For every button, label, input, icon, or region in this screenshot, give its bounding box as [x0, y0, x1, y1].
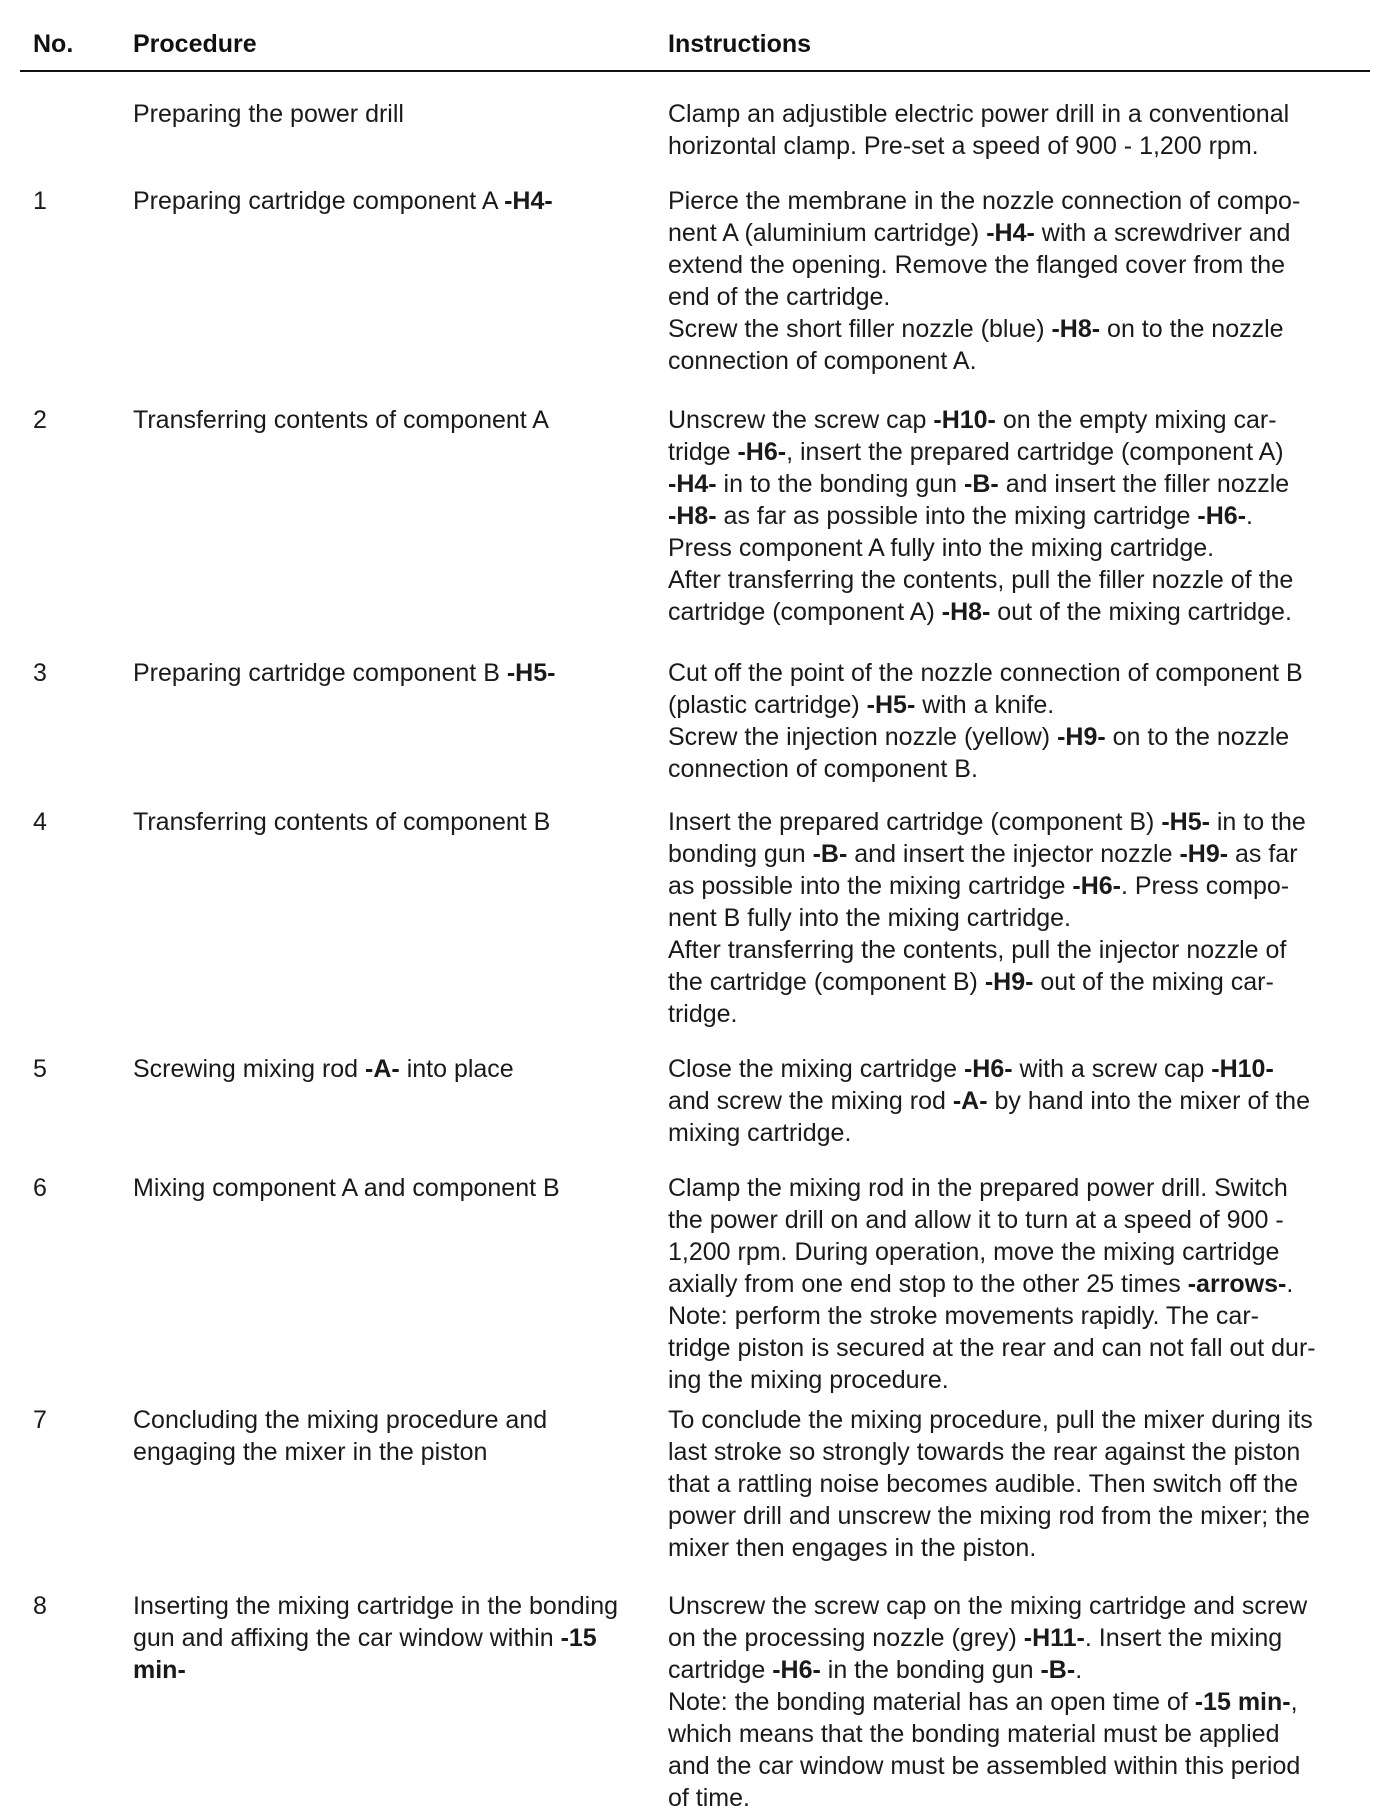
step-instructions	[668, 1590, 1358, 1814]
text-line: tridge.	[668, 1000, 738, 1028]
text-line: Clamp an adjustible electric power drill in a conventional	[668, 100, 1290, 128]
text-line: After transferring the contents, pull the injector nozzle of	[668, 936, 1287, 964]
text-line: Inserting the mixing cartridge in the bonding	[133, 1592, 619, 1620]
text-line: which means that the bonding material must be applied	[668, 1720, 1280, 1748]
step-instructions	[668, 185, 1358, 377]
text-line: bonding gun -B- and insert the injector nozzle -H9- as far	[668, 840, 1298, 868]
table-row	[20, 1404, 1370, 1590]
text-line: Unscrew the screw cap on the mixing cartridge and screw	[668, 1592, 1308, 1620]
text-line: the cartridge (component B) -H9- out of the mixing car-	[668, 968, 1274, 996]
text-line: Press component A fully into the mixing cartridge.	[668, 534, 1215, 562]
step-number: 6	[33, 1174, 47, 1202]
text-line: cartridge -H6- in the bonding gun -B-.	[668, 1656, 1083, 1684]
text-line: as possible into the mixing cartridge -H6-. Press compo-	[668, 872, 1290, 900]
text-line: of time.	[668, 1784, 750, 1812]
text-line: To conclude the mixing procedure, pull the mixer during its	[668, 1406, 1313, 1434]
text-line: end of the cartridge.	[668, 283, 891, 311]
procedure-table	[20, 30, 1370, 1820]
text-line: Clamp the mixing rod in the prepared power drill. Switch	[668, 1174, 1288, 1202]
step-instructions	[668, 657, 1358, 785]
text-line: Screw the short filler nozzle (blue) -H8- on to the nozzle	[668, 315, 1284, 343]
step-number: 7	[33, 1406, 47, 1434]
text-line: cartridge (component A) -H8- out of the mixing cartridge.	[668, 598, 1292, 626]
step-number: 1	[33, 187, 47, 215]
header-no: No.	[33, 30, 74, 58]
table-row	[20, 1172, 1370, 1404]
text-line: tridge -H6-, insert the prepared cartridge (component A)	[668, 438, 1284, 466]
step-number: 8	[33, 1592, 47, 1620]
text-line: engaging the mixer in the piston	[133, 1438, 488, 1466]
text-line: min-	[133, 1656, 186, 1684]
step-instructions	[668, 1053, 1358, 1149]
text-line: the power drill on and allow it to turn at a speed of 900 -	[668, 1206, 1284, 1234]
table-row	[20, 1590, 1370, 1820]
text-line: power drill and unscrew the mixing rod from the mixer; the	[668, 1502, 1310, 1530]
text-line: on the processing nozzle (grey) -H11-. Insert the mixing	[668, 1624, 1283, 1652]
text-line: Unscrew the screw cap -H10- on the empty mixing car-	[668, 406, 1277, 434]
text-line: Transferring contents of component A	[133, 406, 549, 434]
text-line: (plastic cartridge) -H5- with a knife.	[668, 691, 1055, 719]
text-line: connection of component B.	[668, 755, 978, 783]
text-line: Note: perform the stroke movements rapidly. The car-	[668, 1302, 1259, 1330]
text-line: Cut off the point of the nozzle connection of component B	[668, 659, 1303, 687]
table-row	[20, 1053, 1370, 1172]
table-row	[20, 806, 1370, 1053]
text-line: Preparing cartridge component A -H4-	[133, 187, 553, 215]
text-line: Screwing mixing rod -A- into place	[133, 1055, 514, 1083]
step-instructions	[668, 1172, 1358, 1396]
text-line: and the car window must be assembled within this period	[668, 1752, 1301, 1780]
text-line: -H4- in to the bonding gun -B- and insert the filler nozzle	[668, 470, 1290, 498]
table-row	[20, 404, 1370, 657]
text-line: nent A (aluminium cartridge) -H4- with a screwdriver and	[668, 219, 1291, 247]
header-procedure: Procedure	[133, 30, 257, 58]
text-line: Concluding the mixing procedure and	[133, 1406, 548, 1434]
text-line: mixer then engages in the piston.	[668, 1534, 1037, 1562]
table-row	[20, 657, 1370, 806]
step-procedure	[133, 1053, 653, 1085]
header-instructions: Instructions	[668, 30, 812, 58]
text-line: last stroke so strongly towards the rear against the piston	[668, 1438, 1301, 1466]
table-row	[20, 98, 1370, 185]
step-procedure	[133, 185, 653, 217]
step-procedure	[133, 98, 653, 130]
text-line: -H8- as far as possible into the mixing cartridge -H6-.	[668, 502, 1253, 530]
text-line: Preparing the power drill	[133, 100, 404, 128]
text-line: Insert the prepared cartridge (component B) -H5- in to the	[668, 808, 1306, 836]
text-line: 1,200 rpm. During operation, move the mixing cartridge	[668, 1238, 1280, 1266]
step-procedure	[133, 1404, 653, 1468]
text-line: that a rattling noise becomes audible. Then switch off the	[668, 1470, 1299, 1498]
text-line: Preparing cartridge component B -H5-	[133, 659, 556, 687]
step-number: 2	[33, 406, 47, 434]
table-row	[20, 185, 1370, 404]
step-number: 4	[33, 808, 47, 836]
text-line: ing the mixing procedure.	[668, 1366, 949, 1394]
text-line: Note: the bonding material has an open time of -15 min-,	[668, 1688, 1298, 1716]
table-header	[20, 30, 1370, 72]
text-line: axially from one end stop to the other 25 times -arrows-.	[668, 1270, 1294, 1298]
step-procedure	[133, 404, 653, 436]
text-line: tridge piston is secured at the rear and can not fall out dur-	[668, 1334, 1316, 1362]
text-line: connection of component A.	[668, 347, 977, 375]
text-line: Transferring contents of component B	[133, 808, 551, 836]
step-instructions	[668, 1404, 1358, 1564]
text-line: Pierce the membrane in the nozzle connection of compo-	[668, 187, 1301, 215]
text-line: Screw the injection nozzle (yellow) -H9- on to the nozzle	[668, 723, 1290, 751]
step-procedure	[133, 657, 653, 689]
step-procedure	[133, 806, 653, 838]
step-instructions	[668, 806, 1358, 1030]
text-line: gun and affixing the car window within -15	[133, 1624, 597, 1652]
step-procedure	[133, 1590, 653, 1686]
text-line: horizontal clamp. Pre-set a speed of 900 - 1,200 rpm.	[668, 132, 1259, 160]
step-instructions	[668, 98, 1358, 162]
text-line: extend the opening. Remove the flanged cover from the	[668, 251, 1286, 279]
text-line: and screw the mixing rod -A- by hand into the mixer of the	[668, 1087, 1310, 1115]
step-instructions	[668, 404, 1358, 628]
text-line: Close the mixing cartridge -H6- with a screw cap -H10-	[668, 1055, 1274, 1083]
step-number: 5	[33, 1055, 47, 1083]
text-line: mixing cartridge.	[668, 1119, 852, 1147]
text-line: Mixing component A and component B	[133, 1174, 560, 1202]
step-procedure	[133, 1172, 653, 1204]
text-line: After transferring the contents, pull the filler nozzle of the	[668, 566, 1294, 594]
text-line: nent B fully into the mixing cartridge.	[668, 904, 1071, 932]
step-number: 3	[33, 659, 47, 687]
